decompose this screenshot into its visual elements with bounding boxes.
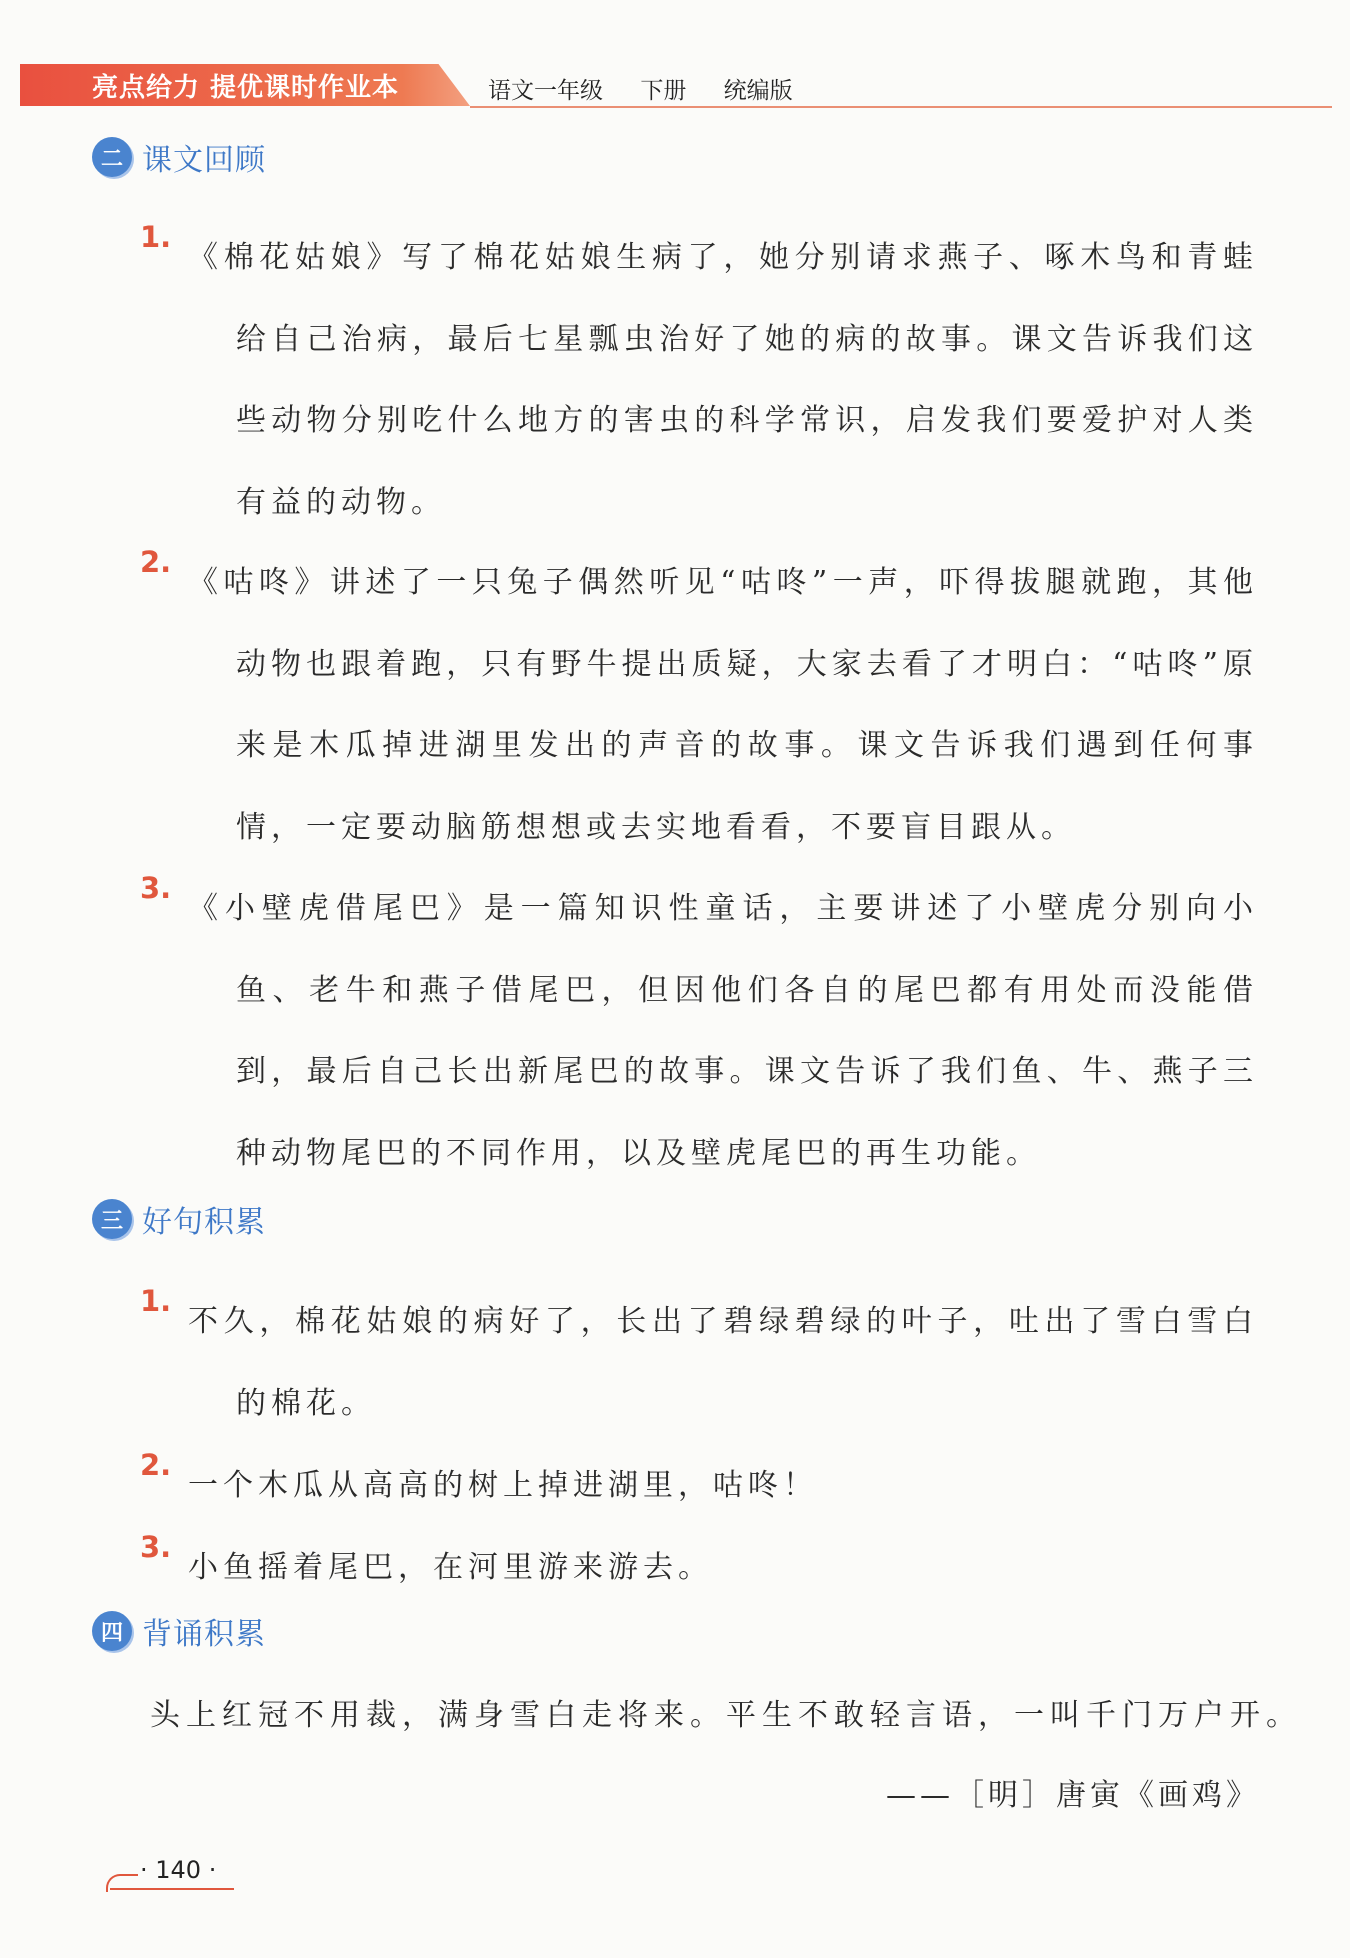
item-text: 小鱼摇着尾巴，在河里游来游去。 — [188, 1550, 713, 1585]
item-text: 《咕咚》讲述了一只兔子偶然听见“咕咚”一声，吓得拔腿就跑，其他动物也跟着跑，只有野牛提出质疑，大家去看了才明白：“咕咚”原来是木瓜掉进湖里发出的声音的故事。课文告诉我们遇到任何事情，一定要动脑筋想想或去实地看看，不要盲目跟从。 — [188, 565, 1258, 845]
header-rule — [470, 106, 1332, 108]
header-meta — [488, 72, 823, 105]
section-title: 背诵积累 — [142, 1617, 266, 1652]
item-number: 1. — [140, 220, 172, 254]
header-volume: 下册 — [640, 78, 687, 104]
item-number: 3. — [140, 871, 172, 905]
page-number: · 140 · — [140, 1856, 217, 1884]
section-heading-recitation — [92, 1608, 266, 1654]
item-text: 《棉花姑娘》写了棉花姑娘生病了，她分别请求燕子、啄木鸟和青蛙给自己治病，最后七星瓢虫治好了她的病的故事。课文告诉我们这些动物分别吃什么地方的害虫的科学常识，启发我们要爱护对人类有益的动物。 — [188, 240, 1258, 520]
header-subject: 语文一年级 — [488, 78, 603, 104]
header-brand: 亮点给力 提优课时作业本 — [92, 73, 400, 103]
item-text: 《小壁虎借尾巴》是一篇知识性童话，主要讲述了小壁虎分别向小鱼、老牛和燕子借尾巴，但因他们各自的尾巴都有用处而没能借到，最后自己长出新尾巴的故事。课文告诉了我们鱼、牛、燕子三种动物尾巴的不同作用，以及壁虎尾巴的再生功能。 — [188, 891, 1258, 1171]
item-number: 1. — [140, 1284, 172, 1318]
item-text: 一个木瓜从高高的树上掉进湖里，咕咚！ — [188, 1468, 818, 1503]
item-text: 不久，棉花姑娘的病好了，长出了碧绿碧绿的叶子，吐出了雪白雪白的棉花。 — [188, 1304, 1258, 1421]
item-number: 2. — [140, 545, 172, 579]
page-number-rule — [110, 1888, 234, 1890]
header-edition: 统编版 — [723, 78, 793, 104]
section-title: 课文回顾 — [142, 143, 266, 178]
poem-attribution: ——［明］唐寅《画鸡》 — [886, 1778, 1260, 1813]
section-number-badge: 二 — [92, 137, 132, 177]
section-number-badge: 三 — [92, 1199, 132, 1239]
section-heading-sentences — [92, 1196, 266, 1242]
section-heading-review — [92, 134, 266, 180]
item-number: 3. — [140, 1530, 172, 1564]
section-number-badge: 四 — [92, 1611, 132, 1651]
page-header — [20, 64, 1332, 110]
section-title: 好句积累 — [142, 1205, 266, 1240]
item-number: 2. — [140, 1448, 172, 1482]
poem-text: 头上红冠不用裁，满身雪白走将来。平生不敢轻言语，一叫千门万户开。 — [150, 1698, 1302, 1733]
